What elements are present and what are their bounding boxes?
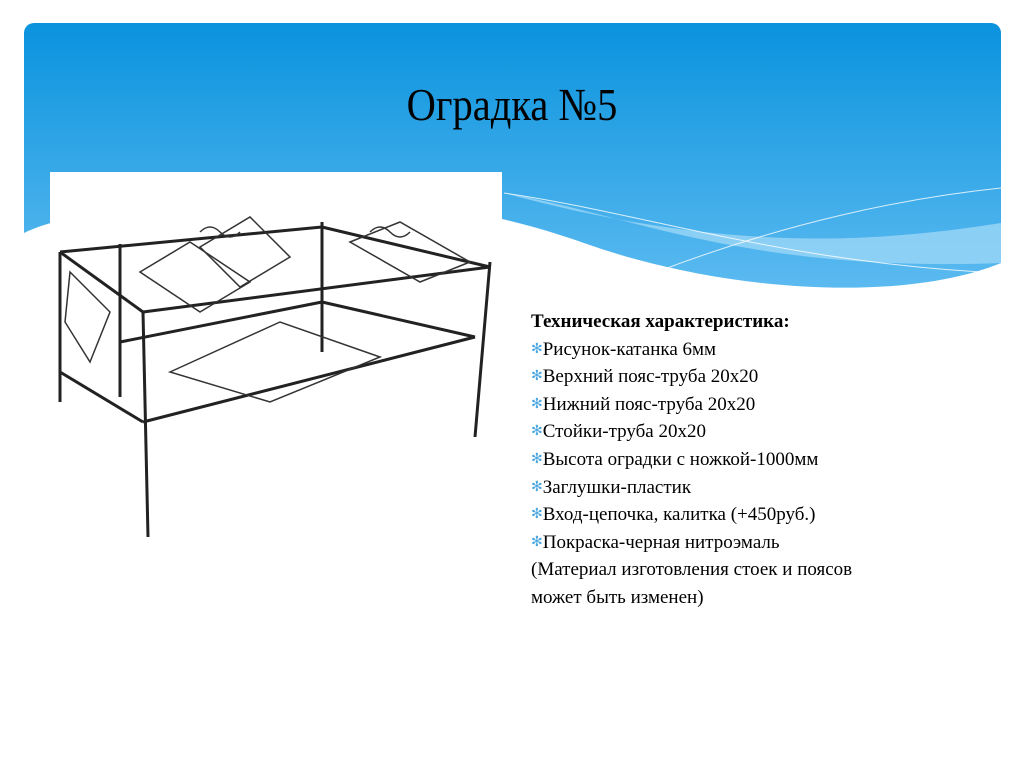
asterisk-bullet-icon: ✻ bbox=[531, 507, 543, 523]
asterisk-bullet-icon: ✻ bbox=[531, 451, 543, 467]
spec-item bbox=[531, 474, 852, 502]
spec-item bbox=[531, 391, 852, 419]
spec-item bbox=[531, 418, 852, 446]
spec-item-text: Высота оградки с ножкой-1000мм bbox=[542, 448, 819, 470]
asterisk-bullet-icon: ✻ bbox=[531, 341, 543, 357]
spec-item bbox=[531, 529, 852, 557]
spec-item-text: Покраска-черная нитроэмаль bbox=[542, 531, 780, 553]
spec-item bbox=[531, 446, 852, 474]
spec-item bbox=[531, 501, 852, 529]
asterisk-bullet-icon: ✻ bbox=[531, 396, 543, 412]
slide-title: Оградка №5 bbox=[406, 79, 618, 130]
spec-item-text: Заглушки-пластик bbox=[542, 476, 692, 498]
spec-item-text: Верхний пояс-труба 20х20 bbox=[542, 366, 759, 388]
asterisk-bullet-icon: ✻ bbox=[531, 369, 543, 385]
spec-item bbox=[531, 363, 852, 391]
spec-item-text: Стойки-труба 20х20 bbox=[542, 421, 706, 443]
spec-item bbox=[531, 336, 852, 364]
specs-heading: Техническая характеристика: bbox=[531, 311, 790, 332]
specifications-text bbox=[531, 308, 852, 612]
asterisk-bullet-icon: ✻ bbox=[531, 424, 543, 440]
fence-illustration bbox=[50, 172, 502, 562]
spec-item-text: Рисунок-катанка 6мм bbox=[542, 338, 717, 360]
spec-note: может быть изменен) bbox=[531, 586, 704, 608]
spec-note: (Материал изготовления стоек и поясов bbox=[531, 559, 853, 581]
asterisk-bullet-icon: ✻ bbox=[531, 534, 543, 550]
asterisk-bullet-icon: ✻ bbox=[531, 479, 543, 495]
spec-item-text: Вход-цепочка, калитка (+450руб.) bbox=[542, 504, 816, 526]
fence-image bbox=[50, 172, 502, 562]
spec-item-text: Нижний пояс-труба 20х20 bbox=[542, 393, 756, 415]
